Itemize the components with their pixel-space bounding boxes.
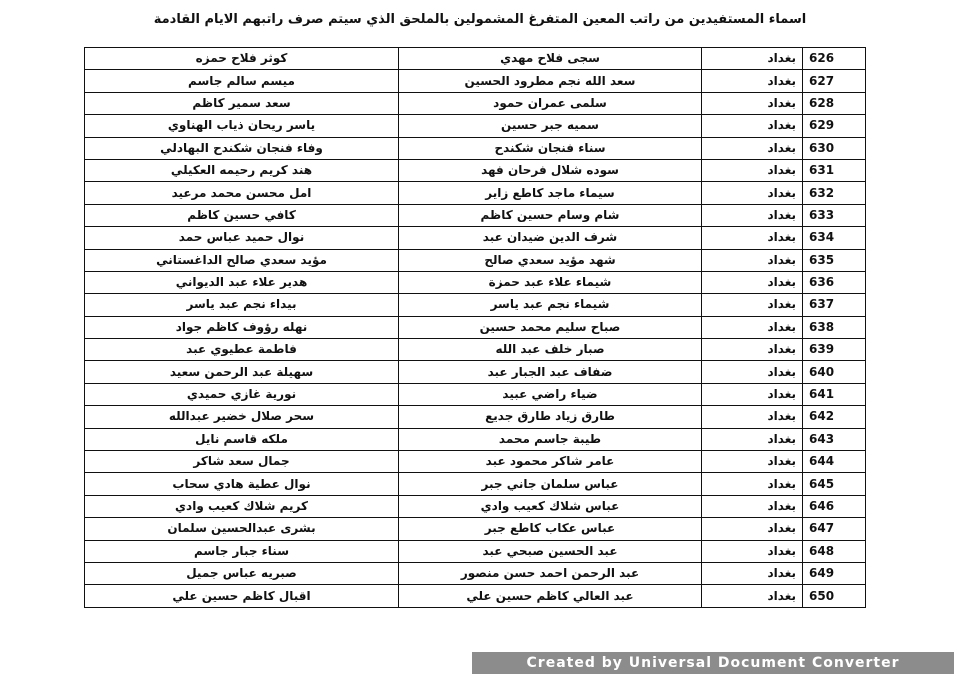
guardian-name-cell: سعد سمير كاظم (85, 92, 399, 114)
guardian-name-cell: ياسر ريحان ذياب الهناوي (85, 115, 399, 137)
guardian-name-cell: سناء جبار جاسم (85, 540, 399, 562)
city-cell: بغداد (702, 227, 803, 249)
beneficiary-name-cell: طيبة جاسم محمد (399, 428, 702, 450)
guardian-name-cell: سحر صلال خضير عبدالله (85, 406, 399, 428)
table-row (85, 227, 866, 249)
row-number-cell: 636 (803, 271, 866, 293)
beneficiary-name-cell: سلمى عمران حمود (399, 92, 702, 114)
guardian-name-cell: هدير علاء عبد الديواني (85, 271, 399, 293)
guardian-name-cell: مؤيد سعدي صالح الداغستاني (85, 249, 399, 271)
city-cell: بغداد (702, 48, 803, 70)
beneficiary-name-cell: عباس عكاب كاطع جبر (399, 518, 702, 540)
table-row (85, 406, 866, 428)
table-body (85, 48, 866, 608)
beneficiary-name-cell: سميه جبر حسين (399, 115, 702, 137)
row-number-cell: 648 (803, 540, 866, 562)
table-row (85, 92, 866, 114)
row-number-cell: 642 (803, 406, 866, 428)
table-row (85, 428, 866, 450)
row-number-cell: 647 (803, 518, 866, 540)
table-row (85, 159, 866, 181)
city-cell: بغداد (702, 540, 803, 562)
table-row (85, 294, 866, 316)
beneficiary-name-cell: شهد مؤيد سعدي صالح (399, 249, 702, 271)
row-number-cell: 627 (803, 70, 866, 92)
beneficiary-name-cell: شرف الدين ضيدان عبد (399, 227, 702, 249)
table-row (85, 339, 866, 361)
row-number-cell: 646 (803, 495, 866, 517)
row-number-cell: 650 (803, 585, 866, 607)
guardian-name-cell: صبريه عباس جميل (85, 562, 399, 584)
row-number-cell: 641 (803, 383, 866, 405)
table-row (85, 70, 866, 92)
guardian-name-cell: اقبال كاظم حسين علي (85, 585, 399, 607)
table-row (85, 518, 866, 540)
city-cell: بغداد (702, 585, 803, 607)
beneficiary-name-cell: صبار خلف عبد الله (399, 339, 702, 361)
guardian-name-cell: نهله رؤوف كاظم جواد (85, 316, 399, 338)
guardian-name-cell: كريم شلاك كعيب وادي (85, 495, 399, 517)
beneficiary-name-cell: عباس شلاك كعيب وادي (399, 495, 702, 517)
guardian-name-cell: ميسم سالم جاسم (85, 70, 399, 92)
table-row (85, 495, 866, 517)
city-cell: بغداد (702, 271, 803, 293)
city-cell: بغداد (702, 518, 803, 540)
converter-watermark: Created by Universal Document Converter (472, 652, 954, 674)
city-cell: بغداد (702, 204, 803, 226)
beneficiary-name-cell: عبد الحسين صبحي عبد (399, 540, 702, 562)
city-cell: بغداد (702, 451, 803, 473)
guardian-name-cell: هند كريم رحيمه العكيلي (85, 159, 399, 181)
guardian-name-cell: بيداء نجم عبد ياسر (85, 294, 399, 316)
table-row (85, 137, 866, 159)
city-cell: بغداد (702, 495, 803, 517)
guardian-name-cell: كوثر فلاح حمزه (85, 48, 399, 70)
city-cell: بغداد (702, 159, 803, 181)
table-row (85, 473, 866, 495)
city-cell: بغداد (702, 473, 803, 495)
beneficiary-name-cell: صباح سليم محمد حسين (399, 316, 702, 338)
table-row (85, 204, 866, 226)
table-row (85, 316, 866, 338)
beneficiaries-table (84, 47, 866, 608)
guardian-name-cell: امل محسن محمد مرعيد (85, 182, 399, 204)
row-number-cell: 644 (803, 451, 866, 473)
table-row (85, 540, 866, 562)
beneficiary-name-cell: شام وسام حسين كاظم (399, 204, 702, 226)
city-cell: بغداد (702, 249, 803, 271)
city-cell: بغداد (702, 339, 803, 361)
beneficiary-name-cell: سعد الله نجم مطرود الحسين (399, 70, 702, 92)
beneficiary-name-cell: سناء فنجان شكندح (399, 137, 702, 159)
city-cell: بغداد (702, 92, 803, 114)
city-cell: بغداد (702, 70, 803, 92)
row-number-cell: 626 (803, 48, 866, 70)
row-number-cell: 629 (803, 115, 866, 137)
table-row (85, 182, 866, 204)
city-cell: بغداد (702, 361, 803, 383)
document-title: اسماء المستفيدين من راتب المعين المتفرغ المشمولين بالملحق الذي سيتم صرف راتبهم الايام القادمة (153, 12, 807, 27)
city-cell: بغداد (702, 115, 803, 137)
guardian-name-cell: نوال حميد عباس حمد (85, 227, 399, 249)
city-cell: بغداد (702, 428, 803, 450)
row-number-cell: 639 (803, 339, 866, 361)
table-row (85, 249, 866, 271)
guardian-name-cell: ملكه قاسم نايل (85, 428, 399, 450)
guardian-name-cell: نورية غازي حميدي (85, 383, 399, 405)
beneficiary-name-cell: طارق زياد طارق جديع (399, 406, 702, 428)
city-cell: بغداد (702, 562, 803, 584)
row-number-cell: 633 (803, 204, 866, 226)
row-number-cell: 631 (803, 159, 866, 181)
city-cell: بغداد (702, 383, 803, 405)
beneficiary-name-cell: ضياء راضي عبيد (399, 383, 702, 405)
beneficiary-name-cell: سوده شلال فرحان فهد (399, 159, 702, 181)
row-number-cell: 628 (803, 92, 866, 114)
table-row (85, 451, 866, 473)
beneficiary-name-cell: عبد العالي كاظم حسين علي (399, 585, 702, 607)
row-number-cell: 630 (803, 137, 866, 159)
row-number-cell: 645 (803, 473, 866, 495)
guardian-name-cell: فاطمة عطيوي عبد (85, 339, 399, 361)
beneficiary-name-cell: ضفاف عبد الجبار عبد (399, 361, 702, 383)
guardian-name-cell: جمال سعد شاكر (85, 451, 399, 473)
table-row (85, 115, 866, 137)
table-row (85, 562, 866, 584)
row-number-cell: 635 (803, 249, 866, 271)
beneficiary-name-cell: سيماء ماجد كاطع زاير (399, 182, 702, 204)
table-row (85, 271, 866, 293)
city-cell: بغداد (702, 406, 803, 428)
city-cell: بغداد (702, 294, 803, 316)
row-number-cell: 640 (803, 361, 866, 383)
beneficiary-name-cell: عبد الرحمن احمد حسن منصور (399, 562, 702, 584)
table-row (85, 585, 866, 607)
guardian-name-cell: وفاء فنجان شكندح البهادلي (85, 137, 399, 159)
guardian-name-cell: نوال عطية هادي سحاب (85, 473, 399, 495)
row-number-cell: 643 (803, 428, 866, 450)
city-cell: بغداد (702, 182, 803, 204)
city-cell: بغداد (702, 316, 803, 338)
guardian-name-cell: سهيلة عبد الرحمن سعيد (85, 361, 399, 383)
beneficiary-name-cell: عامر شاكر محمود عبد (399, 451, 702, 473)
row-number-cell: 634 (803, 227, 866, 249)
city-cell: بغداد (702, 137, 803, 159)
row-number-cell: 649 (803, 562, 866, 584)
table-row (85, 383, 866, 405)
row-number-cell: 637 (803, 294, 866, 316)
guardian-name-cell: بشرى عبدالحسين سلمان (85, 518, 399, 540)
table-row (85, 361, 866, 383)
row-number-cell: 638 (803, 316, 866, 338)
table-row (85, 48, 866, 70)
guardian-name-cell: كافي حسين كاظم (85, 204, 399, 226)
beneficiary-name-cell: شيماء نجم عبد ياسر (399, 294, 702, 316)
beneficiary-name-cell: شيماء علاء عبد حمزة (399, 271, 702, 293)
beneficiary-name-cell: سجى فلاح مهدي (399, 48, 702, 70)
beneficiary-name-cell: عباس سلمان جاني جبر (399, 473, 702, 495)
row-number-cell: 632 (803, 182, 866, 204)
